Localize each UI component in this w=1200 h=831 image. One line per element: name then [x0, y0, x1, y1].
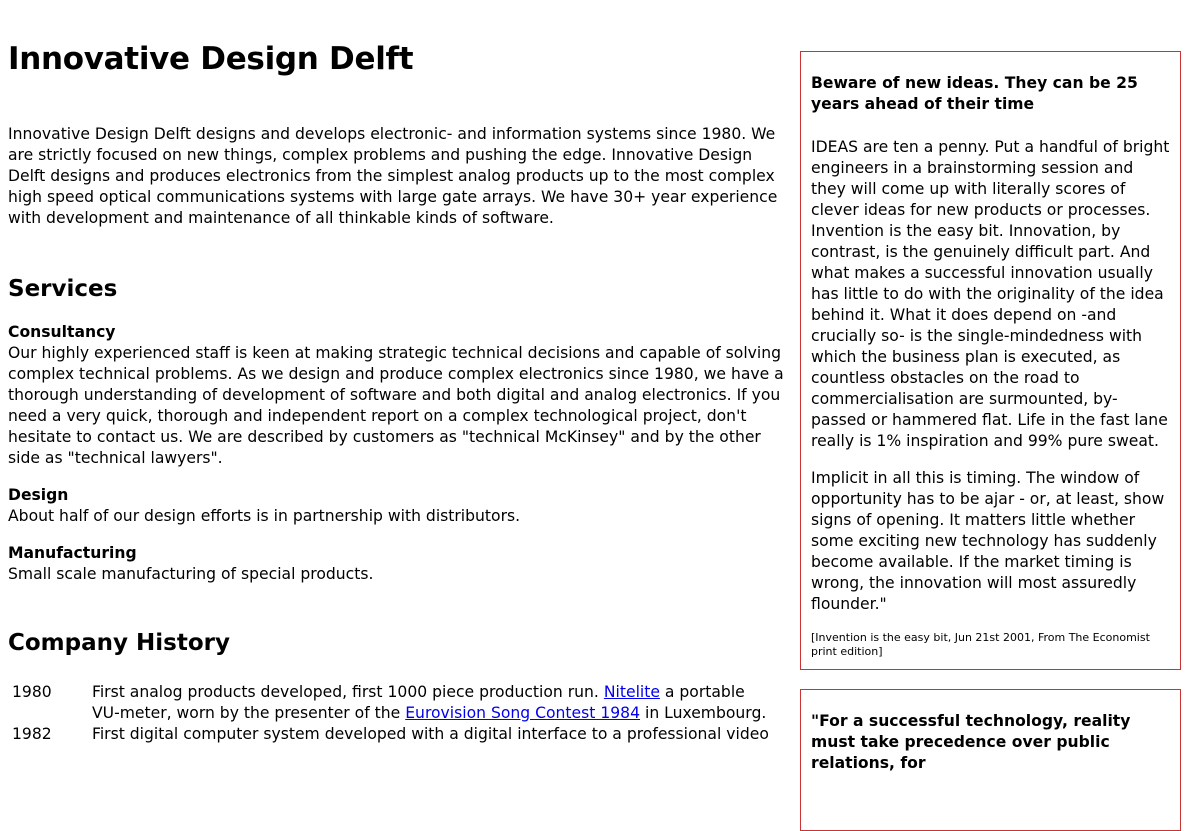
service-title: Manufacturing [8, 544, 137, 562]
quote-box-technology [800, 689, 1181, 831]
service-consultancy [8, 322, 788, 469]
nitelite-link[interactable]: Nitelite [603, 683, 660, 701]
table-row [8, 682, 772, 724]
quote-box-invention [800, 51, 1181, 670]
service-title: Consultancy [8, 323, 116, 341]
history-year: 1980 [12, 683, 52, 701]
table-row [8, 724, 772, 745]
page-title: Innovative Design Delft [8, 41, 414, 77]
intro-paragraph: Innovative Design Delft designs and develops electronic- and information systems since 1980. We are strictly focused on new things, complex problems and pushing the edge. Innovative Design Delft designs and produces electronics from the simplest analog products up to the most complex high speed optical communications systems with large gate arrays. We have 30+ year experience with development and maintenance of all thinkable kinds of software. [8, 125, 778, 227]
services-heading: Services [8, 276, 118, 302]
service-text: Our highly experienced staff is keen at making strategic technical decisions and capable of solving complex technical problems. As we design and produce complex electronics since 1980, we have a thorough understanding of development of software and both digital and analog electronics. If you need a very quick, thorough and independent report on a complex technological project, don't hesitate to contact us. We are described by customers as "technical McKinsey" and by the other side as "technical lawyers". [8, 344, 784, 467]
eurovision-link[interactable]: Eurovision Song Contest 1984 [405, 704, 641, 722]
quote-source: [Invention is the easy bit, Jun 21st 2001, From The Economist print edition] [811, 631, 1150, 658]
history-event: First digital computer system developed with a digital interface to a professional video [92, 725, 769, 743]
history-text: a portable VU-meter, worn by the presenter of the [92, 683, 745, 722]
quote-title: Beware of new ideas. They can be 25 years ahead of their time [811, 74, 1138, 113]
service-manufacturing [8, 543, 788, 585]
service-design [8, 485, 788, 527]
history-table [8, 682, 772, 745]
service-text: About half of our design efforts is in partnership with distributors. [8, 507, 521, 525]
quote-paragraph: Implicit in all this is timing. The window of opportunity has to be ajar - or, at least, show signs of opening. It matters little whether some exciting new technology has suddenly become available. If the market timing is wrong, the innovation will most assuredly flounder." [811, 469, 1165, 613]
quote-title: "For a successful technology, reality must take precedence over public relations, for [811, 712, 1131, 772]
main-content [8, 0, 788, 745]
history-text: in Luxembourg. [640, 704, 767, 722]
quote-paragraph: IDEAS are ten a penny. Put a handful of bright engineers in a brainstorming session and they will come up with literally scores of clever ideas for new products or processes. Invention is the easy bit. Innovation, by contrast, is the genuinely difficult part. And what makes a successful innovation usually has little to do with the originality of the idea behind it. What it does depend on -and crucially so- is the single-mindedness with which the business plan is executed, as countless obstacles on the road to commercialisation are surmounted, by-passed or hammered flat. Life in the fast lane really is 1% inspiration and 99% pure sweat. [811, 138, 1170, 450]
history-heading: Company History [8, 630, 230, 656]
history-text: First analog products developed, first 1000 piece production run. [92, 683, 604, 701]
history-year: 1982 [12, 725, 52, 743]
service-title: Design [8, 486, 69, 504]
service-text: Small scale manufacturing of special products. [8, 565, 374, 583]
history-event [92, 682, 772, 724]
